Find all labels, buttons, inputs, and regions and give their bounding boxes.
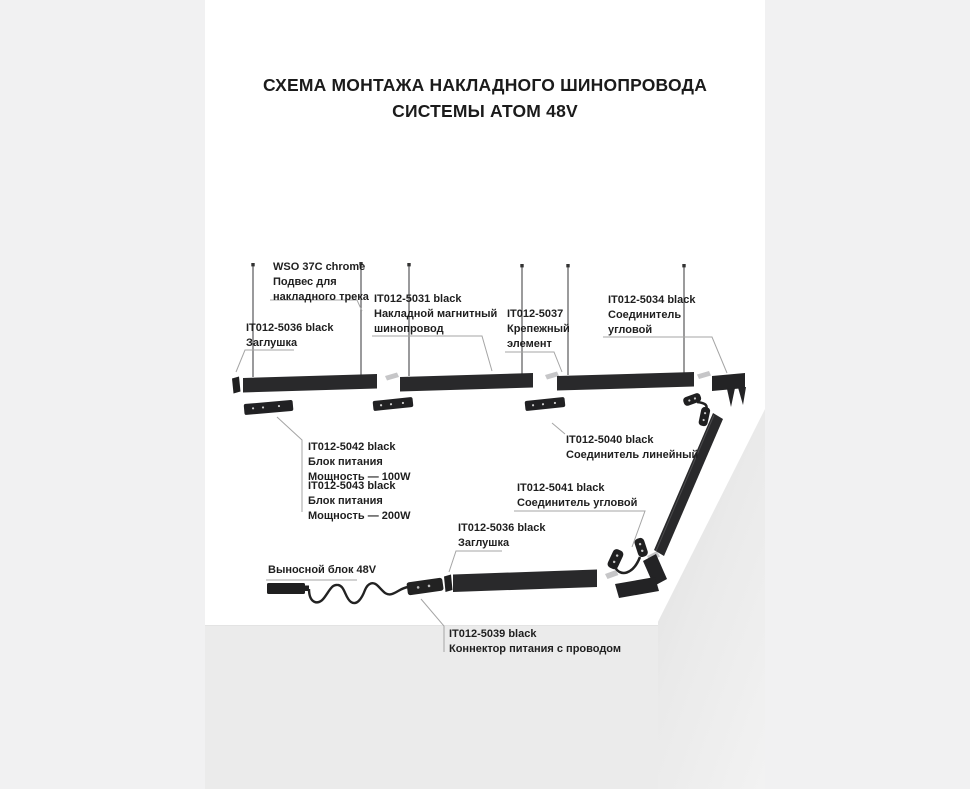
corner-connector-5034 bbox=[712, 373, 746, 407]
psu-block-b bbox=[373, 397, 414, 411]
floor-corner-elbow bbox=[615, 554, 667, 598]
ceiling-track-3 bbox=[557, 372, 694, 391]
remote-power-block bbox=[267, 583, 309, 594]
label-linear-5040: IT012-5040 black Соединитель линейный bbox=[566, 434, 699, 461]
label-endcap-top: IT012-5036 black Заглушка bbox=[246, 322, 334, 349]
end-cap-top bbox=[232, 377, 241, 394]
power-feed-connector-5039 bbox=[406, 578, 443, 596]
label-suspension: WSO 37C chrome Подвес для накладного трека bbox=[273, 261, 369, 303]
flex-connector-ceiling bbox=[682, 392, 711, 427]
flex-connector-5041 bbox=[606, 537, 649, 573]
ceiling-track-2 bbox=[400, 373, 533, 392]
ceiling-track-1 bbox=[243, 374, 377, 393]
power-cable bbox=[309, 583, 408, 603]
linear-connector-5040 bbox=[525, 397, 566, 411]
psu-block-a bbox=[244, 400, 294, 415]
title-line-1: СХЕМА МОНТАЖА НАКЛАДНОГО ШИНОПРОВОДА bbox=[262, 75, 708, 95]
label-mount: IT012-5037 Крепежный элемент bbox=[507, 308, 570, 350]
label-corner-5034: IT012-5034 black Соединитель угловой bbox=[608, 294, 696, 336]
label-remote-block: Выносной блок 48V bbox=[268, 564, 377, 576]
end-cap-bottom bbox=[444, 575, 453, 593]
floor-track bbox=[453, 570, 597, 593]
label-psu-200: IT012-5043 black Блок питания Мощность — 200W bbox=[308, 480, 411, 522]
label-corner-5041: IT012-5041 black Соединитель угловой bbox=[517, 482, 638, 509]
title-line-2: СИСТЕМЫ АТОМ 48V bbox=[392, 101, 578, 121]
label-endcap-bottom: IT012-5036 black Заглушка bbox=[458, 522, 546, 549]
label-psu-100: IT012-5042 black Блок питания Мощность — 100W bbox=[308, 441, 411, 483]
label-track: IT012-5031 black Накладной магнитный шинопровод bbox=[374, 293, 498, 335]
label-power-connector: IT012-5039 black Коннектор питания с проводом bbox=[449, 628, 622, 655]
